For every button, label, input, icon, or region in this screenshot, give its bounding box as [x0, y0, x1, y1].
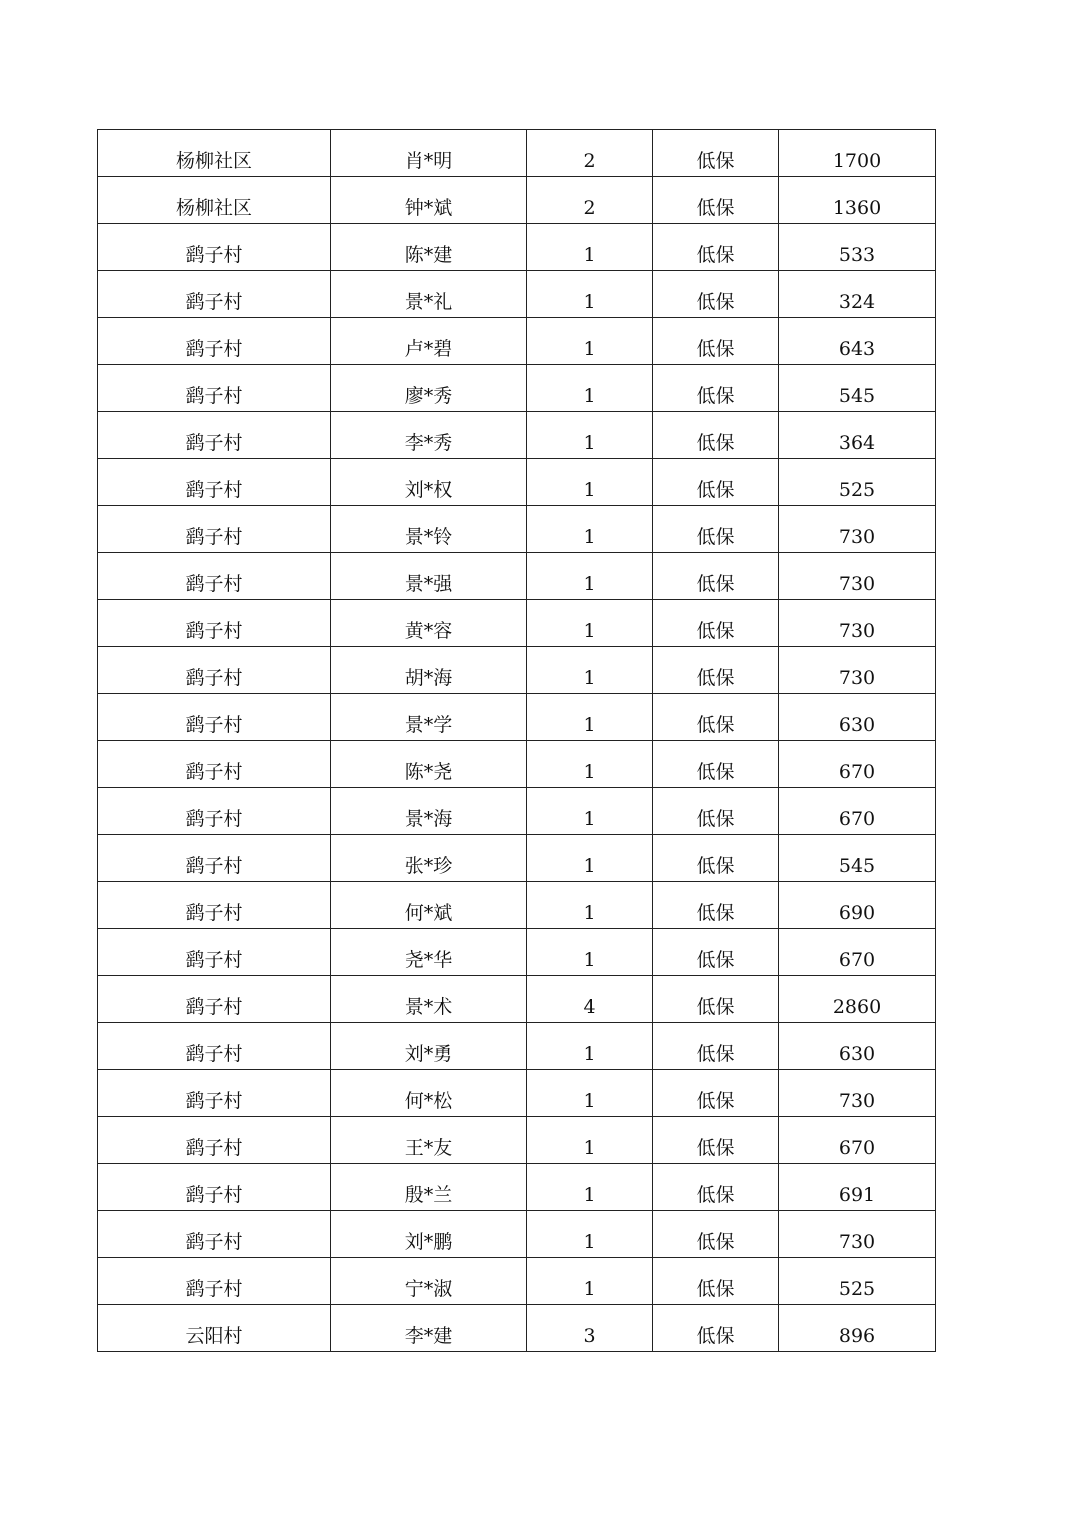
area-cell: [98, 1258, 331, 1305]
area-cell: [98, 365, 331, 412]
type-cell-text: 低保: [696, 1324, 735, 1347]
area-cell-text: 鹞子村: [185, 337, 243, 360]
type-cell: [653, 1258, 779, 1305]
table-row: [98, 459, 936, 506]
count-cell-text: 1: [583, 478, 596, 501]
area-cell-text: 云阳村: [185, 1324, 243, 1347]
table-row: [98, 1258, 936, 1305]
count-cell: [527, 365, 653, 412]
type-cell-text: 低保: [696, 337, 735, 360]
amount-cell: [779, 600, 936, 647]
name-cell-text: 景*术: [404, 995, 453, 1018]
count-cell: [527, 600, 653, 647]
count-cell-text: 1: [583, 666, 596, 689]
type-cell: [653, 271, 779, 318]
amount-cell: [779, 741, 936, 788]
area-cell: [98, 929, 331, 976]
amount-cell: [779, 1117, 936, 1164]
count-cell-text: 4: [583, 995, 596, 1018]
amount-cell-text: 730: [838, 619, 876, 642]
table-row: [98, 177, 936, 224]
amount-cell: [779, 788, 936, 835]
table-row: [98, 271, 936, 318]
area-cell: [98, 788, 331, 835]
name-cell-text: 胡*海: [404, 666, 453, 689]
area-cell: [98, 882, 331, 929]
type-cell-text: 低保: [696, 713, 735, 736]
count-cell: [527, 177, 653, 224]
area-cell: [98, 1023, 331, 1070]
name-cell: [331, 1305, 527, 1352]
name-cell: [331, 1070, 527, 1117]
name-cell-text: 景*学: [404, 713, 453, 736]
type-cell-text: 低保: [696, 619, 735, 642]
area-cell-text: 鹞子村: [185, 290, 243, 313]
count-cell-text: 2: [583, 149, 596, 172]
area-cell-text: 鹞子村: [185, 619, 243, 642]
count-cell-text: 1: [583, 1183, 596, 1206]
count-cell-text: 1: [583, 713, 596, 736]
area-cell-text: 鹞子村: [185, 384, 243, 407]
name-cell-text: 钟*斌: [404, 196, 453, 219]
type-cell-text: 低保: [696, 525, 735, 548]
count-cell-text: 1: [583, 1136, 596, 1159]
count-cell-text: 1: [583, 760, 596, 783]
type-cell: [653, 1023, 779, 1070]
area-cell-text: 杨柳社区: [175, 149, 252, 172]
amount-cell-text: 670: [838, 760, 876, 783]
amount-cell-text: 670: [838, 948, 876, 971]
name-cell: [331, 365, 527, 412]
amount-cell: [779, 1164, 936, 1211]
type-cell-text: 低保: [696, 384, 735, 407]
amount-cell-text: 630: [838, 1042, 876, 1065]
count-cell-text: 1: [583, 384, 596, 407]
area-cell: [98, 694, 331, 741]
type-cell: [653, 412, 779, 459]
area-cell-text: 鹞子村: [185, 431, 243, 454]
count-cell-text: 1: [583, 854, 596, 877]
amount-cell: [779, 1305, 936, 1352]
type-cell: [653, 976, 779, 1023]
type-cell-text: 低保: [696, 1183, 735, 1206]
area-cell-text: 鹞子村: [185, 666, 243, 689]
type-cell-text: 低保: [696, 478, 735, 501]
type-cell: [653, 741, 779, 788]
area-cell-text: 鹞子村: [185, 807, 243, 830]
amount-cell: [779, 929, 936, 976]
amount-cell: [779, 459, 936, 506]
area-cell: [98, 130, 331, 177]
type-cell: [653, 177, 779, 224]
type-cell-text: 低保: [696, 243, 735, 266]
area-cell: [98, 271, 331, 318]
count-cell: [527, 224, 653, 271]
amount-cell: [779, 224, 936, 271]
type-cell-text: 低保: [696, 1042, 735, 1065]
table-row: [98, 835, 936, 882]
count-cell-text: 1: [583, 525, 596, 548]
name-cell: [331, 506, 527, 553]
type-cell-text: 低保: [696, 948, 735, 971]
name-cell: [331, 647, 527, 694]
count-cell-text: 1: [583, 290, 596, 313]
table-row: [98, 506, 936, 553]
amount-cell: [779, 177, 936, 224]
amount-cell-text: 2860: [832, 995, 882, 1018]
area-cell-text: 鹞子村: [185, 572, 243, 595]
type-cell: [653, 224, 779, 271]
area-cell: [98, 553, 331, 600]
count-cell-text: 1: [583, 901, 596, 924]
amount-cell: [779, 365, 936, 412]
area-cell-text: 杨柳社区: [175, 196, 252, 219]
name-cell-text: 廖*秀: [404, 384, 453, 407]
type-cell: [653, 459, 779, 506]
amount-cell-text: 525: [838, 478, 876, 501]
amount-cell-text: 1360: [832, 196, 882, 219]
count-cell: [527, 553, 653, 600]
amount-cell-text: 324: [838, 290, 876, 313]
count-cell-text: 1: [583, 619, 596, 642]
name-cell-text: 刘*鹏: [404, 1230, 453, 1253]
table-row: [98, 1211, 936, 1258]
count-cell: [527, 741, 653, 788]
amount-cell-text: 1700: [832, 149, 882, 172]
area-cell-text: 鹞子村: [185, 854, 243, 877]
amount-cell-text: 533: [838, 243, 876, 266]
table-row: [98, 600, 936, 647]
type-cell-text: 低保: [696, 760, 735, 783]
count-cell-text: 1: [583, 1230, 596, 1253]
table-row: [98, 365, 936, 412]
amount-cell-text: 730: [838, 1089, 876, 1112]
type-cell-text: 低保: [696, 149, 735, 172]
table-row: [98, 318, 936, 365]
type-cell: [653, 1305, 779, 1352]
count-cell-text: 1: [583, 243, 596, 266]
type-cell: [653, 1164, 779, 1211]
name-cell-text: 黄*容: [404, 619, 453, 642]
area-cell-text: 鹞子村: [185, 1136, 243, 1159]
table-row: [98, 1023, 936, 1070]
table-row: [98, 694, 936, 741]
count-cell-text: 1: [583, 948, 596, 971]
type-cell-text: 低保: [696, 431, 735, 454]
count-cell: [527, 788, 653, 835]
name-cell: [331, 130, 527, 177]
area-cell: [98, 1117, 331, 1164]
area-cell: [98, 741, 331, 788]
name-cell: [331, 882, 527, 929]
amount-cell: [779, 130, 936, 177]
count-cell-text: 1: [583, 1042, 596, 1065]
area-cell: [98, 1164, 331, 1211]
type-cell: [653, 1070, 779, 1117]
area-cell-text: 鹞子村: [185, 243, 243, 266]
count-cell-text: 2: [583, 196, 596, 219]
area-cell: [98, 647, 331, 694]
table-row: [98, 553, 936, 600]
count-cell-text: 3: [583, 1324, 596, 1347]
type-cell-text: 低保: [696, 196, 735, 219]
amount-cell: [779, 1023, 936, 1070]
table-row: [98, 788, 936, 835]
name-cell-text: 景*海: [404, 807, 453, 830]
amount-cell: [779, 506, 936, 553]
amount-cell-text: 545: [838, 854, 876, 877]
name-cell-text: 张*珍: [404, 854, 453, 877]
name-cell-text: 李*秀: [404, 431, 453, 454]
amount-cell-text: 691: [838, 1183, 876, 1206]
type-cell: [653, 1117, 779, 1164]
type-cell-text: 低保: [696, 1230, 735, 1253]
count-cell: [527, 130, 653, 177]
type-cell: [653, 882, 779, 929]
count-cell-text: 1: [583, 807, 596, 830]
type-cell: [653, 130, 779, 177]
amount-cell: [779, 1258, 936, 1305]
area-cell: [98, 1211, 331, 1258]
amount-cell-text: 670: [838, 1136, 876, 1159]
count-cell: [527, 318, 653, 365]
amount-cell-text: 545: [838, 384, 876, 407]
name-cell: [331, 459, 527, 506]
amount-cell-text: 364: [838, 431, 876, 454]
area-cell-text: 鹞子村: [185, 1183, 243, 1206]
name-cell: [331, 835, 527, 882]
area-cell-text: 鹞子村: [185, 713, 243, 736]
table-row: [98, 1070, 936, 1117]
amount-cell: [779, 1070, 936, 1117]
amount-cell: [779, 318, 936, 365]
table-row: [98, 647, 936, 694]
type-cell-text: 低保: [696, 807, 735, 830]
name-cell-text: 何*松: [404, 1089, 453, 1112]
name-cell: [331, 224, 527, 271]
type-cell: [653, 788, 779, 835]
area-cell: [98, 506, 331, 553]
name-cell: [331, 177, 527, 224]
area-cell-text: 鹞子村: [185, 901, 243, 924]
name-cell-text: 王*友: [404, 1136, 453, 1159]
type-cell: [653, 647, 779, 694]
count-cell: [527, 694, 653, 741]
count-cell: [527, 1117, 653, 1164]
area-cell-text: 鹞子村: [185, 995, 243, 1018]
name-cell-text: 尧*华: [404, 948, 453, 971]
name-cell: [331, 553, 527, 600]
name-cell: [331, 976, 527, 1023]
area-cell-text: 鹞子村: [185, 525, 243, 548]
table-row: [98, 412, 936, 459]
name-cell: [331, 1164, 527, 1211]
name-cell: [331, 741, 527, 788]
name-cell: [331, 600, 527, 647]
area-cell: [98, 224, 331, 271]
type-cell-text: 低保: [696, 1136, 735, 1159]
table-row: [98, 1305, 936, 1352]
count-cell: [527, 1211, 653, 1258]
type-cell: [653, 929, 779, 976]
name-cell-text: 何*斌: [404, 901, 453, 924]
area-cell: [98, 1070, 331, 1117]
count-cell-text: 1: [583, 572, 596, 595]
name-cell-text: 景*铃: [404, 525, 453, 548]
name-cell-text: 景*强: [404, 572, 453, 595]
type-cell: [653, 1211, 779, 1258]
type-cell: [653, 835, 779, 882]
amount-cell-text: 643: [838, 337, 876, 360]
table-row: [98, 976, 936, 1023]
area-cell-text: 鹞子村: [185, 1230, 243, 1253]
type-cell-text: 低保: [696, 854, 735, 877]
count-cell: [527, 1023, 653, 1070]
amount-cell-text: 730: [838, 525, 876, 548]
table-row: [98, 1117, 936, 1164]
table-row: [98, 882, 936, 929]
type-cell: [653, 694, 779, 741]
name-cell-text: 刘*权: [404, 478, 453, 501]
name-cell-text: 陈*尧: [404, 760, 453, 783]
table-row: [98, 224, 936, 271]
table-row: [98, 130, 936, 177]
amount-cell: [779, 1211, 936, 1258]
count-cell: [527, 271, 653, 318]
type-cell-text: 低保: [696, 572, 735, 595]
table-row: [98, 1164, 936, 1211]
area-cell-text: 鹞子村: [185, 1042, 243, 1065]
amount-cell-text: 670: [838, 807, 876, 830]
count-cell: [527, 412, 653, 459]
area-cell: [98, 835, 331, 882]
count-cell-text: 1: [583, 1277, 596, 1300]
name-cell: [331, 318, 527, 365]
area-cell-text: 鹞子村: [185, 1277, 243, 1300]
table-body: [98, 130, 936, 1352]
name-cell-text: 陈*建: [404, 243, 453, 266]
type-cell-text: 低保: [696, 901, 735, 924]
amount-cell-text: 730: [838, 572, 876, 595]
name-cell-text: 卢*碧: [404, 337, 453, 360]
type-cell-text: 低保: [696, 1277, 735, 1300]
amount-cell: [779, 882, 936, 929]
amount-cell-text: 525: [838, 1277, 876, 1300]
area-cell-text: 鹞子村: [185, 760, 243, 783]
area-cell: [98, 600, 331, 647]
name-cell: [331, 694, 527, 741]
count-cell: [527, 506, 653, 553]
type-cell-text: 低保: [696, 290, 735, 313]
name-cell: [331, 929, 527, 976]
amount-cell: [779, 647, 936, 694]
name-cell: [331, 1211, 527, 1258]
count-cell: [527, 459, 653, 506]
area-cell: [98, 976, 331, 1023]
type-cell: [653, 318, 779, 365]
name-cell-text: 景*礼: [404, 290, 453, 313]
amount-cell: [779, 412, 936, 459]
type-cell: [653, 600, 779, 647]
table-row: [98, 929, 936, 976]
area-cell: [98, 412, 331, 459]
amount-cell-text: 896: [838, 1324, 876, 1347]
count-cell: [527, 835, 653, 882]
assistance-table: [97, 129, 936, 1352]
count-cell-text: 1: [583, 431, 596, 454]
amount-cell: [779, 835, 936, 882]
amount-cell: [779, 271, 936, 318]
area-cell: [98, 318, 331, 365]
count-cell-text: 1: [583, 1089, 596, 1112]
count-cell: [527, 1305, 653, 1352]
amount-cell: [779, 694, 936, 741]
amount-cell-text: 730: [838, 666, 876, 689]
amount-cell-text: 690: [838, 901, 876, 924]
name-cell: [331, 1023, 527, 1070]
name-cell-text: 肖*明: [404, 149, 453, 172]
type-cell: [653, 365, 779, 412]
name-cell: [331, 271, 527, 318]
amount-cell-text: 730: [838, 1230, 876, 1253]
name-cell: [331, 412, 527, 459]
area-cell-text: 鹞子村: [185, 1089, 243, 1112]
type-cell: [653, 553, 779, 600]
count-cell: [527, 647, 653, 694]
name-cell: [331, 1117, 527, 1164]
amount-cell-text: 630: [838, 713, 876, 736]
type-cell-text: 低保: [696, 666, 735, 689]
type-cell-text: 低保: [696, 1089, 735, 1112]
count-cell: [527, 1258, 653, 1305]
name-cell: [331, 1258, 527, 1305]
type-cell: [653, 506, 779, 553]
area-cell-text: 鹞子村: [185, 948, 243, 971]
area-cell: [98, 459, 331, 506]
amount-cell: [779, 976, 936, 1023]
amount-cell: [779, 553, 936, 600]
name-cell: [331, 788, 527, 835]
table-row: [98, 741, 936, 788]
count-cell: [527, 882, 653, 929]
count-cell: [527, 1070, 653, 1117]
name-cell-text: 刘*勇: [404, 1042, 453, 1065]
count-cell: [527, 976, 653, 1023]
name-cell-text: 宁*淑: [404, 1277, 453, 1300]
count-cell-text: 1: [583, 337, 596, 360]
area-cell: [98, 1305, 331, 1352]
type-cell-text: 低保: [696, 995, 735, 1018]
count-cell: [527, 929, 653, 976]
area-cell: [98, 177, 331, 224]
count-cell: [527, 1164, 653, 1211]
name-cell-text: 殷*兰: [404, 1183, 453, 1206]
area-cell-text: 鹞子村: [185, 478, 243, 501]
name-cell-text: 李*建: [404, 1324, 453, 1347]
